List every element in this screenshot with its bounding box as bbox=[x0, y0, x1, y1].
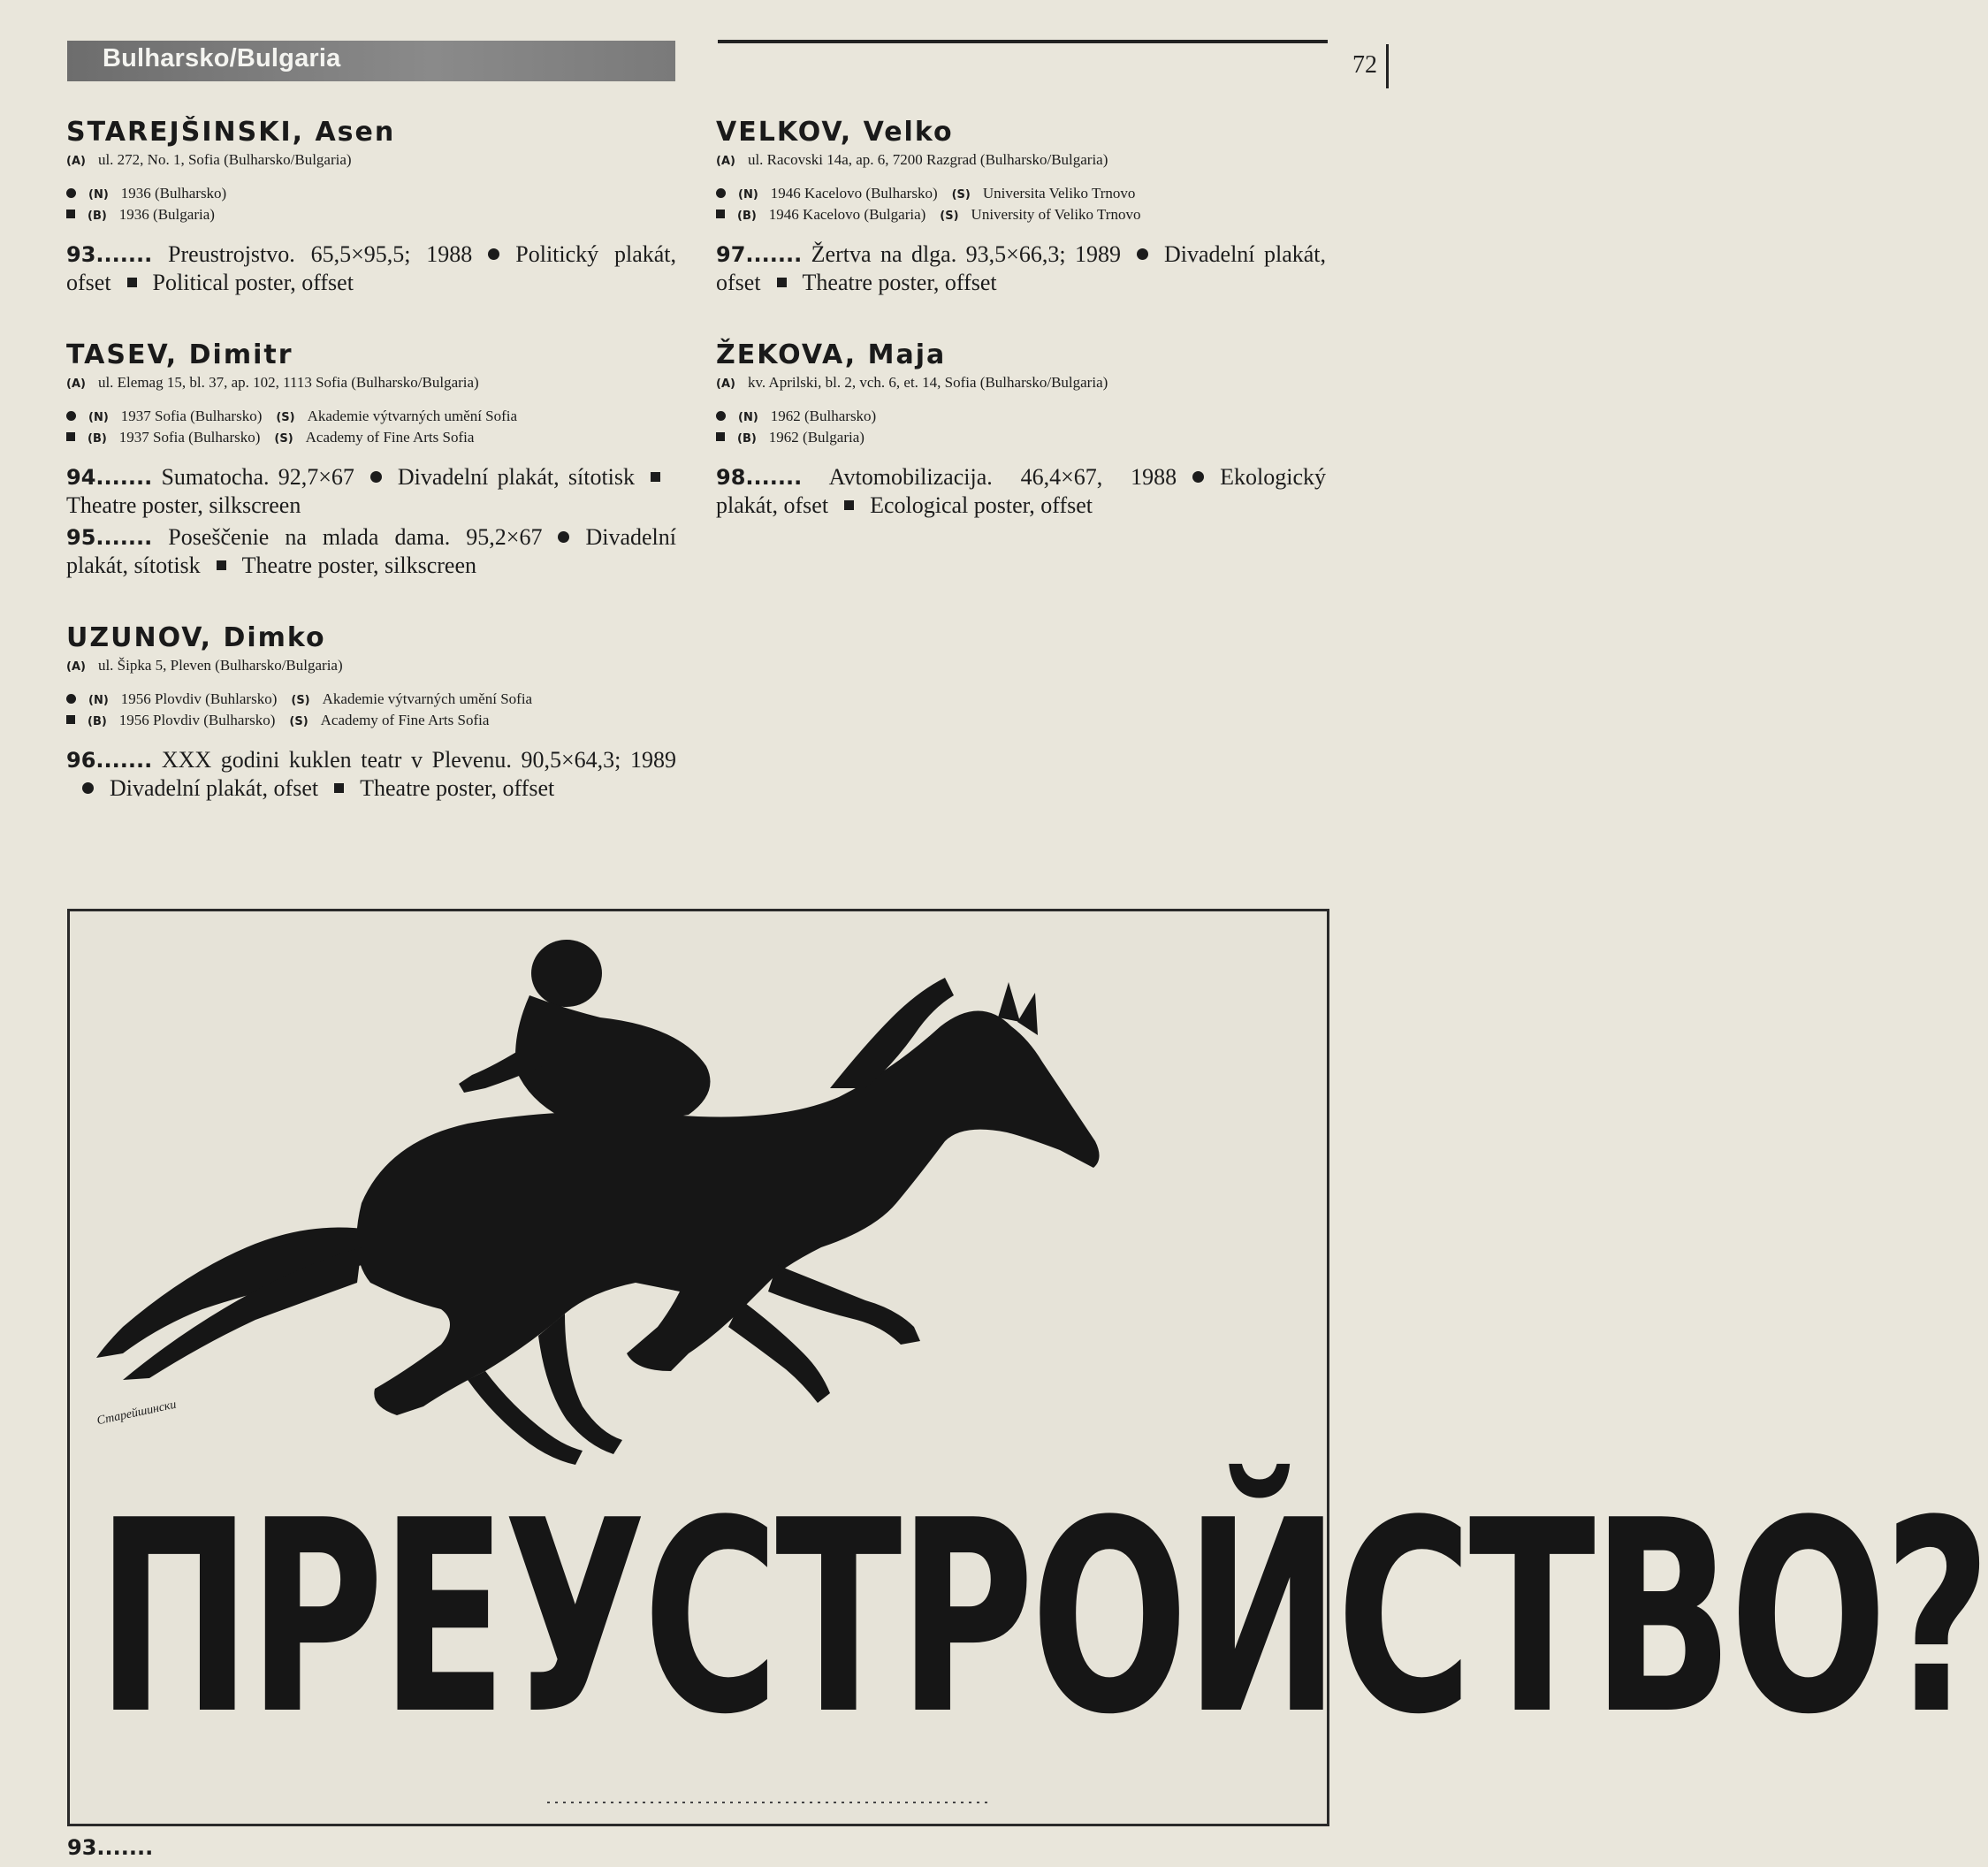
birth-text: 1936 (Bulharsko) bbox=[120, 185, 227, 202]
work-title: Avtomobilizacija. 46,4×67, 1988 bbox=[828, 464, 1177, 490]
dot-bullet bbox=[716, 188, 726, 198]
artist-entry bbox=[66, 622, 676, 803]
school-info bbox=[952, 185, 1136, 202]
artist-signature: Старейшински bbox=[95, 1398, 178, 1429]
address-text: ul. 272, No. 1, Sofia (Bulharsko/Bulgaria) bbox=[97, 151, 352, 168]
work-type-cz: Divadelní plakát, sítotisk bbox=[66, 524, 676, 578]
artist-bio bbox=[66, 690, 676, 732]
square-bullet bbox=[66, 432, 75, 441]
school-text: Universita Veliko Trnovo bbox=[982, 185, 1136, 202]
work-title: Preustrojstvo. 65,5×95,5; 1988 bbox=[168, 241, 473, 267]
square-separator bbox=[651, 472, 660, 482]
artist-bio bbox=[66, 184, 676, 226]
school-marker: (S) bbox=[940, 210, 959, 223]
school-text: Academy of Fine Arts Sofia bbox=[320, 712, 490, 728]
bio-line-cz bbox=[66, 690, 676, 711]
work-entry bbox=[66, 523, 676, 580]
page-number: 72 bbox=[1352, 51, 1377, 79]
artist-name: ŽEKOVA, Maja bbox=[716, 339, 947, 370]
square-bullet bbox=[716, 432, 725, 441]
work-number: 93....... bbox=[66, 242, 153, 267]
work-number: 95....... bbox=[66, 525, 153, 550]
address-text: ul. Elemag 15, bl. 37, ap. 102, 1113 Sofia (Bulharsko/Bulgaria) bbox=[97, 374, 479, 391]
birth-text: 1962 (Bulharsko) bbox=[770, 408, 877, 424]
work-title: Sumatocha. 92,7×67 bbox=[161, 464, 354, 490]
dot-bullet bbox=[66, 411, 76, 421]
square-separator bbox=[334, 783, 344, 793]
artist-address bbox=[66, 656, 676, 677]
artist-entry bbox=[716, 339, 1326, 520]
bio-line-en bbox=[716, 428, 1326, 449]
work-entry bbox=[66, 463, 676, 520]
work-type-en: Theatre poster, silkscreen bbox=[66, 492, 301, 518]
address-marker: (A) bbox=[66, 377, 86, 391]
square-separator bbox=[127, 278, 137, 287]
square-bullet bbox=[66, 210, 75, 218]
birth-text: 1962 (Bulgaria) bbox=[768, 429, 865, 446]
work-type-cz: Ekologický plakát, ofset bbox=[716, 464, 1326, 518]
birth-text: 1937 Sofia (Bulharsko) bbox=[118, 429, 261, 446]
work-type-cz: Politický plakát, ofset bbox=[66, 241, 676, 295]
school-info bbox=[276, 408, 517, 424]
work-title: Žertva na dlga. 93,5×66,3; 1989 bbox=[811, 241, 1121, 267]
dot-bullet bbox=[66, 694, 76, 704]
address-text: ul. Racovski 14a, ap. 6, 7200 Razgrad (Bulharsko/Bulgaria) bbox=[747, 151, 1108, 168]
bio-line-en bbox=[66, 428, 676, 449]
square-bullet bbox=[66, 715, 75, 724]
work-number: 94....... bbox=[66, 465, 153, 490]
work-number: 96....... bbox=[66, 748, 153, 773]
birth-marker: (N) bbox=[88, 188, 109, 202]
artist-bio bbox=[716, 407, 1326, 449]
work-type-en: Ecological poster, offset bbox=[870, 492, 1093, 518]
work-type-en: Theatre poster, offset bbox=[802, 270, 997, 295]
birth-text: 1956 Plovdiv (Bulharsko) bbox=[118, 712, 276, 728]
birth-marker: (N) bbox=[738, 411, 758, 424]
dot-separator bbox=[558, 531, 569, 543]
bio-line-cz bbox=[66, 184, 676, 205]
section-title: Bulharsko/Bulgaria bbox=[103, 44, 341, 72]
bio-line-cz bbox=[66, 407, 676, 428]
artist-address bbox=[716, 150, 1326, 171]
dot-separator bbox=[1192, 471, 1204, 483]
work-type-en: Theatre poster, silkscreen bbox=[241, 552, 477, 578]
address-marker: (A) bbox=[716, 155, 735, 168]
birth-text: 1937 Sofia (Bulharsko) bbox=[120, 408, 263, 424]
artist-entry bbox=[66, 339, 676, 580]
school-marker: (S) bbox=[291, 694, 310, 707]
bio-line-en bbox=[66, 711, 676, 732]
square-separator bbox=[777, 278, 787, 287]
work-type-cz: Divadelní plakát, ofset bbox=[110, 775, 319, 801]
work-type-cz: Divadelní plakát, ofset bbox=[716, 241, 1326, 295]
header-rule bbox=[718, 40, 1328, 43]
address-marker: (A) bbox=[66, 155, 86, 168]
artist-entry bbox=[716, 117, 1326, 297]
birth-marker: (N) bbox=[88, 694, 109, 707]
right-column bbox=[716, 117, 1326, 562]
work-entry bbox=[66, 746, 676, 803]
artist-name: TASEV, Dimitr bbox=[66, 339, 293, 370]
artist-entry bbox=[66, 117, 676, 297]
school-info bbox=[940, 206, 1140, 223]
work-title: XXX godini kuklen teatr v Plevenu. 90,5×64,3; 1989 bbox=[161, 747, 676, 773]
address-text: kv. Aprilski, bl. 2, vch. 6, et. 14, Sofia (Bulharsko/Bulgaria) bbox=[747, 374, 1108, 391]
school-marker: (S) bbox=[951, 188, 971, 202]
artist-address bbox=[66, 150, 676, 171]
school-info bbox=[274, 429, 474, 446]
artist-address bbox=[66, 373, 676, 394]
birth-marker: (B) bbox=[88, 715, 107, 728]
artist-bio bbox=[66, 407, 676, 449]
address-text: ul. Šipka 5, Pleven (Bulharsko/Bulgaria) bbox=[97, 657, 343, 674]
work-type-en: Theatre poster, offset bbox=[360, 775, 555, 801]
birth-text: 1936 (Bulgaria) bbox=[118, 206, 215, 223]
school-marker: (S) bbox=[289, 715, 308, 728]
work-entry bbox=[716, 463, 1326, 520]
work-entry bbox=[66, 240, 676, 297]
school-text: Akademie výtvarných umění Sofia bbox=[307, 408, 518, 424]
birth-marker: (B) bbox=[88, 432, 107, 446]
school-marker: (S) bbox=[274, 432, 293, 446]
figure-caption: 93....... bbox=[67, 1835, 154, 1860]
birth-marker: (B) bbox=[88, 210, 107, 223]
page-number-divider bbox=[1386, 44, 1389, 88]
dot-separator bbox=[1137, 248, 1148, 260]
birth-marker: (B) bbox=[737, 210, 757, 223]
work-entry bbox=[716, 240, 1326, 297]
dot-bullet bbox=[716, 411, 726, 421]
address-marker: (A) bbox=[66, 660, 86, 674]
bio-line-cz bbox=[716, 407, 1326, 428]
section-header-band bbox=[67, 41, 675, 81]
work-number: 97....... bbox=[716, 242, 803, 267]
school-text: Academy of Fine Arts Sofia bbox=[305, 429, 475, 446]
poster-title: ПРЕУСТРОЙСТВО? bbox=[96, 1464, 1988, 1772]
birth-marker: (B) bbox=[737, 432, 757, 446]
school-info bbox=[291, 690, 532, 707]
square-separator bbox=[217, 560, 226, 570]
birth-text: 1956 Plovdiv (Buhlarsko) bbox=[120, 690, 278, 707]
square-bullet bbox=[716, 210, 725, 218]
work-type-cz: Divadelní plakát, sítotisk bbox=[397, 464, 636, 490]
artist-name: UZUNOV, Dimko bbox=[66, 622, 326, 653]
birth-text: 1946 Kacelovo (Bulgaria) bbox=[768, 206, 926, 223]
birth-marker: (N) bbox=[738, 188, 758, 202]
dot-separator bbox=[488, 248, 499, 260]
school-text: Akademie výtvarných umění Sofia bbox=[322, 690, 533, 707]
bio-line-en bbox=[716, 205, 1326, 226]
address-marker: (A) bbox=[716, 377, 735, 391]
dot-separator bbox=[370, 471, 382, 483]
artist-name: VELKOV, Velko bbox=[716, 117, 954, 148]
school-marker: (S) bbox=[276, 411, 295, 424]
work-title: Poseščenie na mlada dama. 95,2×67 bbox=[168, 524, 543, 550]
school-text: University of Veliko Trnovo bbox=[971, 206, 1141, 223]
artist-bio bbox=[716, 184, 1326, 226]
dot-separator bbox=[82, 782, 94, 794]
bio-line-en bbox=[66, 205, 676, 226]
school-info bbox=[289, 712, 489, 728]
dot-bullet bbox=[66, 188, 76, 198]
artist-name: STAREJŠINSKI, Asen bbox=[66, 117, 396, 148]
birth-marker: (N) bbox=[88, 411, 109, 424]
work-number: 98....... bbox=[716, 465, 803, 490]
square-separator bbox=[844, 500, 854, 510]
left-column bbox=[66, 117, 676, 845]
work-type-en: Political poster, offset bbox=[152, 270, 354, 295]
bio-line-cz bbox=[716, 184, 1326, 205]
birth-text: 1946 Kacelovo (Bulharsko) bbox=[770, 185, 938, 202]
poster-image bbox=[67, 909, 1988, 1826]
artist-address bbox=[716, 373, 1326, 394]
